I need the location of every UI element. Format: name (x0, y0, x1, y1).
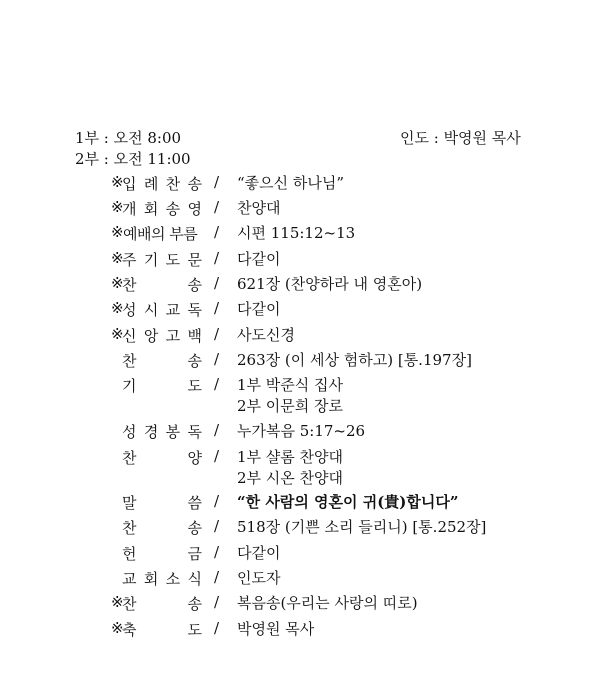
order-item-label-char: 소 (165, 570, 181, 588)
order-item-label-char: 금 (187, 545, 202, 563)
order-item (0, 492, 606, 516)
order-item-label-char: 회 (143, 570, 159, 588)
order-item-content (237, 274, 422, 295)
order-item (0, 375, 606, 415)
order-item-label-char: 찬 (122, 449, 137, 467)
reference-mark: ※ (111, 223, 124, 241)
order-item-content (237, 198, 280, 219)
order-item (0, 249, 606, 273)
order-item-label-char: 송 (187, 352, 202, 370)
order-item-label-char: 식 (187, 570, 202, 588)
order-item-label-char: 성 (122, 301, 137, 319)
order-item-label (122, 249, 202, 270)
order-item (0, 173, 606, 197)
order-item-label (122, 173, 202, 194)
service-time-2: 2부 : 오전 11:00 (75, 150, 191, 168)
order-item-label-char: 독 (187, 423, 202, 441)
separator: / (214, 274, 220, 292)
separator: / (214, 350, 220, 368)
order-item-label-char: 개 (122, 200, 137, 218)
order-item (0, 593, 606, 617)
order-item-content-line: “한 사람의 영혼이 귀(貴)합니다” (237, 493, 459, 511)
order-item-content (237, 375, 343, 417)
order-item (0, 421, 606, 445)
order-item-label-char: 문 (187, 251, 202, 269)
order-item (0, 274, 606, 298)
order-item-label-char: 말 (122, 494, 137, 512)
order-item-label-char: 앙 (143, 327, 159, 345)
order-item-label (122, 619, 202, 640)
order-item-label-char: 찬 (122, 519, 137, 537)
order-item-label-char: 회 (143, 200, 159, 218)
order-item-label-char: 헌 (122, 545, 137, 563)
order-item-label (122, 492, 202, 513)
order-item-label (122, 517, 202, 538)
order-item-label (122, 568, 202, 589)
order-item-label (122, 350, 202, 371)
order-item-label (122, 447, 202, 468)
order-item-content-line: 사도신경 (237, 326, 295, 344)
order-item-content-line: 621장 (찬양하라 내 영혼아) (237, 275, 423, 293)
order-item-label (122, 299, 202, 320)
separator: / (214, 299, 220, 317)
order-item-label-char: 찬 (122, 352, 137, 370)
order-item-label (122, 543, 202, 564)
reference-mark: ※ (111, 173, 124, 191)
reference-mark: ※ (111, 249, 124, 267)
order-item-label-char: 양 (187, 449, 202, 467)
order-item-label-char: 찬 (122, 276, 137, 294)
order-item (0, 350, 606, 374)
order-item-label-char: 교 (122, 570, 137, 588)
order-item-label-char: 축 (122, 621, 137, 639)
reference-mark: ※ (111, 198, 124, 216)
order-item-content (237, 593, 418, 614)
order-item-content (237, 173, 344, 194)
order-item-content-line: 누가복음 5:17~26 (237, 422, 366, 440)
order-item-label-char: 봉 (165, 423, 181, 441)
order-item-label-char: 송 (187, 175, 202, 193)
order-item-label-char: 씀 (187, 494, 202, 512)
order-item-label-char: 경 (143, 423, 159, 441)
order-item-content (237, 619, 314, 640)
order-item-content-line: 1부 샬롬 찬양대 (237, 448, 344, 466)
order-item (0, 568, 606, 592)
order-item-label-char: 도 (165, 251, 181, 269)
separator: / (214, 198, 220, 216)
order-item (0, 223, 606, 247)
order-item-label-char: 도 (187, 377, 202, 395)
order-item-label-char: 례 (143, 175, 159, 193)
order-item (0, 198, 606, 222)
order-item-content (237, 350, 472, 371)
separator: / (214, 173, 220, 191)
order-item-label-char: 송 (165, 200, 181, 218)
reference-mark: ※ (111, 325, 124, 343)
order-item-label (122, 274, 202, 295)
order-item-label-char: 교 (165, 301, 181, 319)
separator: / (214, 568, 220, 586)
order-item-content (237, 325, 295, 346)
order-item (0, 543, 606, 567)
order-item-content-line: 다같이 (237, 544, 281, 562)
order-item-content-line: 박영원 목사 (237, 620, 315, 638)
order-item-label (122, 375, 202, 396)
order-item (0, 325, 606, 349)
order-item-label (122, 325, 202, 346)
reference-mark: ※ (111, 299, 124, 317)
order-item-label-char: 독 (187, 301, 202, 319)
separator: / (214, 421, 220, 439)
order-item-label-char: 신 (122, 327, 137, 345)
order-item-label-char: 주 (122, 251, 137, 269)
order-item (0, 619, 606, 643)
service-time-1: 1부 : 오전 8:00 (75, 129, 182, 147)
separator: / (214, 375, 220, 393)
separator: / (214, 223, 220, 241)
order-item-content-line: 2부 시온 찬양대 (237, 469, 344, 487)
order-item-label-char: 성 (122, 423, 137, 441)
reference-mark: ※ (111, 274, 124, 292)
order-item-content-line: 1부 박준식 집사 (237, 376, 344, 394)
order-item-label (122, 198, 202, 219)
order-item-label-char: 찬 (122, 595, 137, 613)
order-item-content-line: 2부 이문희 장로 (237, 397, 344, 415)
order-item (0, 517, 606, 541)
order-item-content (237, 543, 280, 564)
order-item-content-line: 찬양대 (237, 199, 281, 217)
separator: / (214, 447, 220, 465)
order-item-content-line: 다같이 (237, 300, 281, 318)
order-item-label-char: 송 (187, 276, 202, 294)
order-item-label-char: 시 (143, 301, 159, 319)
order-item-content (237, 421, 365, 442)
order-item-label (123, 223, 203, 244)
order-item-label-char: 백 (187, 327, 202, 345)
order-item-content (237, 517, 486, 538)
order-item-content (237, 447, 343, 489)
order-item-label-char: 송 (187, 595, 202, 613)
order-item-content (237, 492, 459, 513)
reference-mark: ※ (111, 619, 124, 637)
order-item-label-char: 송 (187, 519, 202, 537)
order-item-label-char: 기 (143, 251, 159, 269)
order-item-content (237, 249, 280, 270)
order-item-content-line: 518장 (기쁜 소리 들리니) [통.252장] (237, 518, 487, 536)
separator: / (214, 543, 220, 561)
order-item-content-line: 인도자 (237, 569, 281, 587)
order-item-label (122, 593, 202, 614)
order-item-label (122, 421, 202, 442)
separator: / (214, 517, 220, 535)
order-item-content-line: 복음송(우리는 사랑의 띠로) (237, 594, 418, 612)
order-item-content (237, 299, 280, 320)
officiant: 인도 : 박영원 목사 (400, 129, 521, 147)
reference-mark: ※ (111, 593, 124, 611)
order-item-label-char: 도 (187, 621, 202, 639)
order-item-label-char: 입 (122, 175, 137, 193)
order-item (0, 299, 606, 323)
order-item-content-line: 시편 115:12~13 (237, 224, 356, 242)
order-item-content (237, 223, 355, 244)
separator: / (214, 325, 220, 343)
separator: / (214, 619, 220, 637)
separator: / (214, 492, 220, 510)
order-item-content-line: 263장 (이 세상 험하고) [통.197장] (237, 351, 472, 369)
order-item-label-char: 찬 (165, 175, 181, 193)
order-item-label-char: 기 (122, 377, 137, 395)
order-item-label-char: 고 (165, 327, 181, 345)
order-item-label-char: 예배의 부름 (123, 225, 198, 243)
order-item-content (237, 568, 280, 589)
order-item-content-line: “좋으신 하나님” (237, 174, 345, 192)
separator: / (214, 249, 220, 267)
separator: / (214, 593, 220, 611)
order-item (0, 447, 606, 487)
order-item-label-char: 영 (187, 200, 202, 218)
order-item-content-line: 다같이 (237, 250, 281, 268)
